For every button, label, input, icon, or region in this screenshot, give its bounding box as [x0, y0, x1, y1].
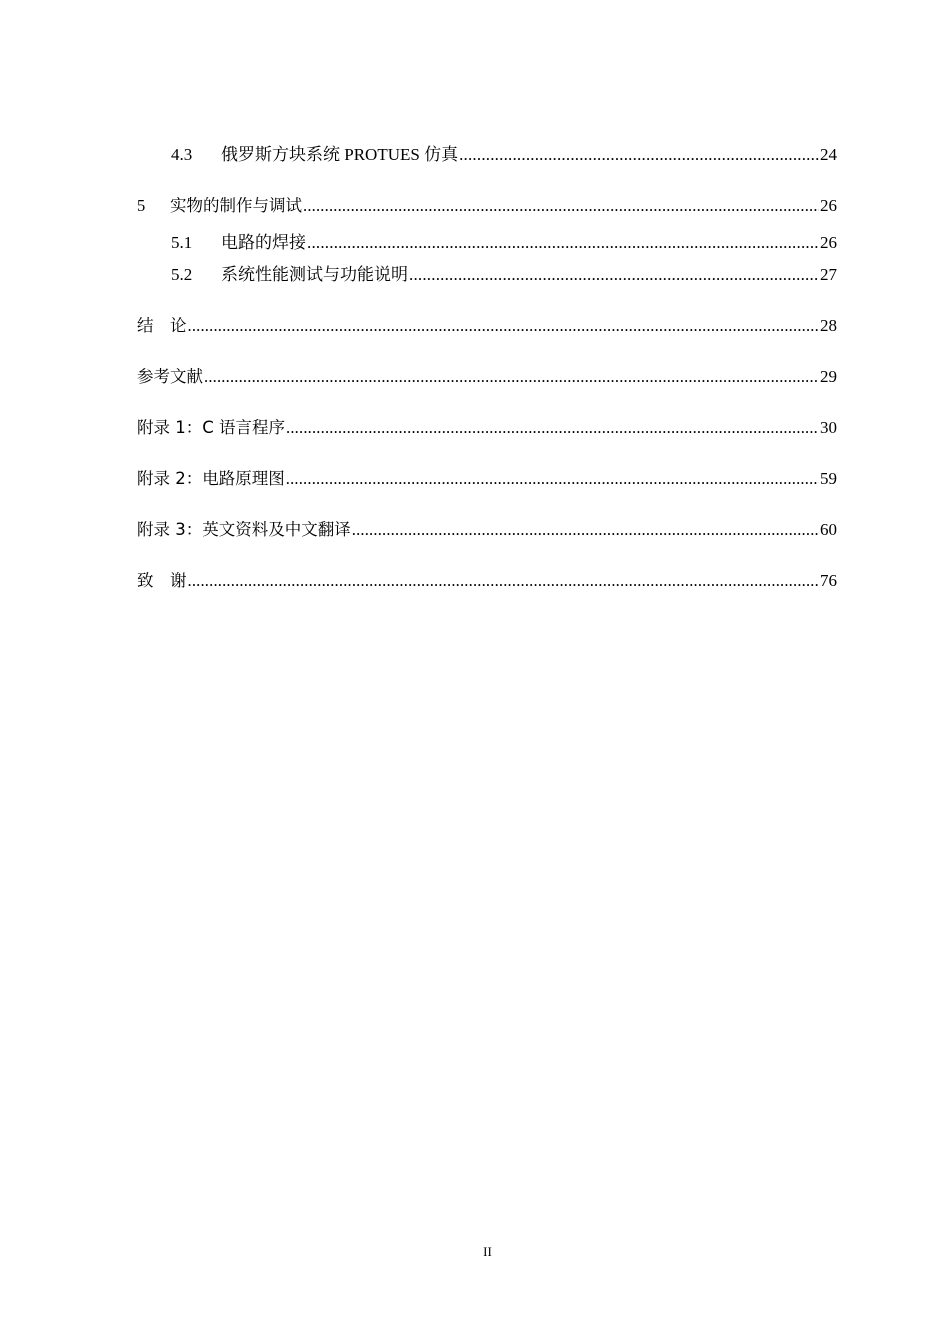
toc-entry-appendix-1[interactable] — [137, 416, 837, 440]
toc-entry-title: 电路的焊接 — [221, 233, 306, 252]
toc-entry-number: 4.3 — [171, 145, 193, 164]
toc-entry-page: 28 — [820, 316, 837, 335]
toc-entry-page: 60 — [820, 520, 837, 539]
toc-dot-leader — [188, 569, 820, 593]
toc-entry-title: 参考文献 — [137, 367, 203, 386]
toc-entry-number: 5.1 — [171, 233, 193, 252]
toc-entry-page: 29 — [820, 367, 837, 386]
toc-dot-leader — [307, 231, 819, 255]
toc-entry-appendix-3[interactable] — [137, 518, 837, 542]
toc-entry-number: 5 — [137, 196, 146, 215]
toc-dot-leader — [409, 263, 819, 287]
toc-entry-title: 附录 1：C 语言程序 — [137, 418, 286, 437]
toc-entry-page: 27 — [820, 265, 837, 284]
toc-entry-5-1[interactable] — [171, 231, 837, 255]
toc-entry-page: 59 — [820, 469, 837, 488]
toc-entry-page: 26 — [820, 196, 837, 215]
toc-entry-5-2[interactable] — [171, 263, 837, 287]
toc-dot-leader — [459, 143, 819, 167]
toc-entry-page: 26 — [820, 233, 837, 252]
toc-dot-leader — [286, 416, 819, 440]
toc-entry-page: 24 — [820, 145, 837, 164]
toc-dot-leader — [204, 365, 819, 389]
page-number: II — [483, 1244, 492, 1259]
toc-entry-acknowledgements[interactable] — [137, 569, 837, 593]
toc-entry-appendix-2[interactable] — [137, 467, 837, 491]
toc-entry-title: 系统性能测试与功能说明 — [221, 265, 408, 284]
toc-entry-4-3[interactable] — [171, 143, 837, 167]
toc-entry-number: 5.2 — [171, 265, 193, 284]
toc-entry-title: 实物的制作与调试 — [170, 196, 302, 215]
toc-entry-title: 致 谢 — [137, 571, 187, 590]
toc-entry-title: 附录 2：电路原理图 — [137, 469, 285, 488]
toc-entry-page: 76 — [820, 571, 837, 590]
toc-entry-5[interactable] — [137, 194, 837, 218]
toc-entry-conclusion[interactable] — [137, 314, 837, 338]
toc-entry-references[interactable] — [137, 365, 837, 389]
toc-dot-leader — [286, 467, 819, 491]
toc-dot-leader — [188, 314, 820, 338]
toc-entry-page: 30 — [820, 418, 837, 437]
toc-dot-leader — [352, 518, 819, 542]
toc-entry-title: 附录 3：英文资料及中文翻译 — [137, 520, 351, 539]
toc-dot-leader — [303, 194, 819, 218]
toc-entry-title: 结 论 — [137, 316, 187, 335]
toc-entry-title: 俄罗斯方块系统 PROTUES 仿真 — [221, 145, 459, 164]
